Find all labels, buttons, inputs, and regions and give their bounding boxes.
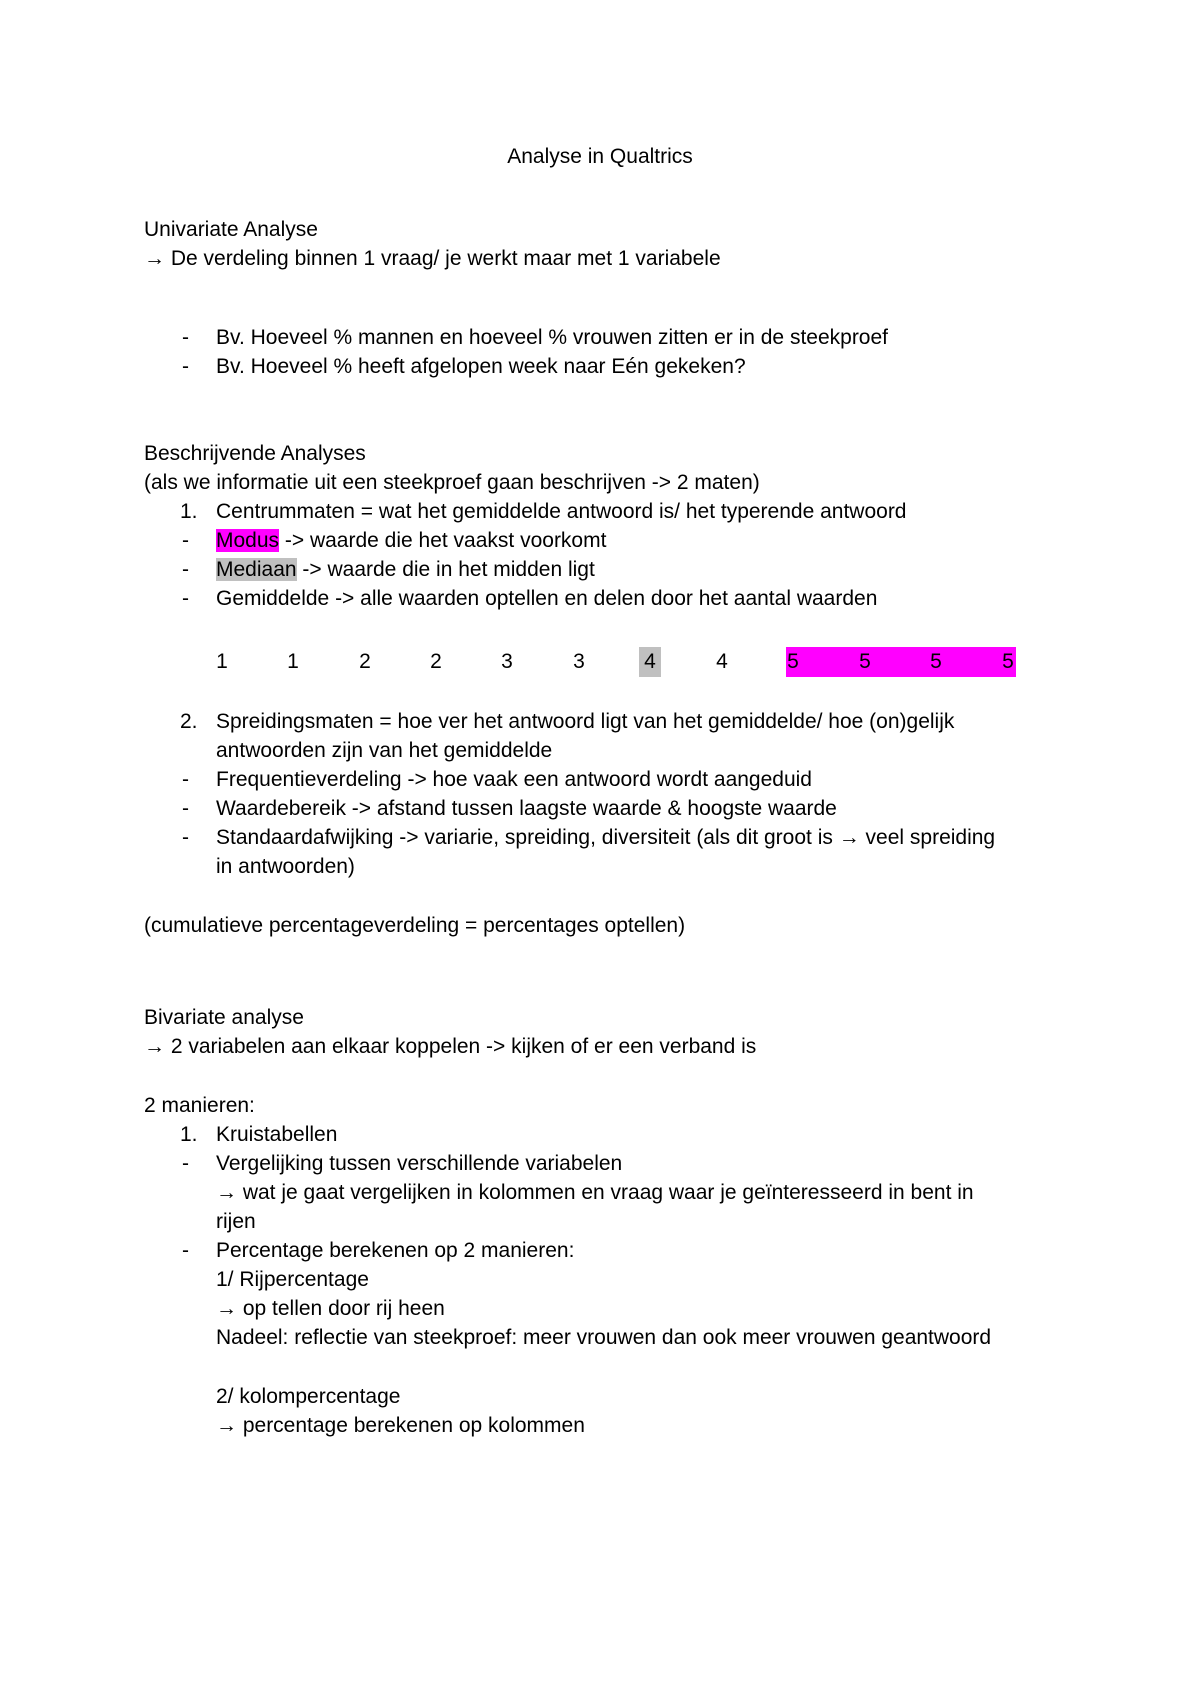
scale-value: 2 (359, 650, 371, 673)
document-title: Analyse in Qualtrics (507, 145, 693, 168)
bullet-dash: - (182, 587, 189, 610)
gemiddelde-line: Gemiddelde -> alle waarden optellen en delen door het aantal waarden (216, 587, 878, 610)
scale-value-modus: 5 (1002, 650, 1014, 673)
scale-value: 2 (430, 650, 442, 673)
spreidingsmaten-item: Spreidingsmaten = hoe ver het antwoord ligt van het gemiddelde/ hoe (on)gelijk (216, 710, 955, 733)
list-number: 1. (180, 500, 198, 523)
bullet-dash: - (182, 797, 189, 820)
standaardafwijking-line-cont: in antwoorden) (216, 855, 355, 878)
mediaan-term-highlight: Mediaan (216, 558, 297, 581)
frequentieverdeling-line: Frequentieverdeling -> hoe vaak een antwoord wordt aangeduid (216, 768, 812, 791)
comparison-sub-line-cont: rijen (216, 1210, 256, 1233)
mediaan-description: -> waarde die in het midden ligt (296, 558, 595, 581)
univariate-intro: → De verdeling binnen 1 vraag/ je werkt maar met 1 variabele (144, 247, 721, 270)
bivariate-heading: Bivariate analyse (144, 1006, 304, 1029)
list-number: 1. (180, 1123, 198, 1146)
bullet-dash: - (182, 558, 189, 581)
scale-value: 4 (716, 650, 728, 673)
mediaan-line (216, 555, 595, 584)
bullet-dash: - (182, 355, 189, 378)
modus-description: -> waarde die het vaakst voorkomt (279, 529, 607, 552)
column-percentage-heading: 2/ kolompercentage (216, 1385, 401, 1408)
example-value-scale (0, 647, 1200, 677)
descriptive-intro: (als we informatie uit een steekproef gaan beschrijven -> 2 maten) (144, 471, 760, 494)
scale-value-modus: 5 (859, 650, 871, 673)
kruistabellen-item: Kruistabellen (216, 1123, 338, 1146)
scale-value: 3 (501, 650, 513, 673)
bullet-dash: - (182, 768, 189, 791)
bullet-dash: - (182, 326, 189, 349)
scale-value: 3 (573, 650, 585, 673)
modus-term-highlight: Modus (216, 529, 280, 552)
percentage-line: Percentage berekenen op 2 manieren: (216, 1239, 575, 1262)
waardebereik-line: Waardebereik -> afstand tussen laagste waarde & hoogste waarde (216, 797, 837, 820)
modus-line (216, 526, 606, 555)
univariate-heading: Univariate Analyse (144, 218, 318, 241)
univariate-example: Bv. Hoeveel % mannen en hoeveel % vrouwen zitten er in de steekproef (216, 326, 888, 349)
column-percentage-sub: → percentage berekenen op kolommen (216, 1414, 585, 1437)
centrummaten-item: Centrummaten = wat het gemiddelde antwoord is/ het typerende antwoord (216, 500, 907, 523)
bullet-dash: - (182, 529, 189, 552)
scale-value-modus: 5 (787, 650, 799, 673)
standaardafwijking-line: Standaardafwijking -> variarie, spreiding, diversiteit (als dit groot is → veel spreiding (216, 826, 996, 849)
row-percentage-heading: 1/ Rijpercentage (216, 1268, 369, 1291)
modus-values-highlight (786, 647, 1016, 677)
bullet-dash: - (182, 1152, 189, 1175)
list-number: 2. (180, 710, 198, 733)
ways-label: 2 manieren: (144, 1094, 255, 1117)
comparison-line: Vergelijking tussen verschillende variabelen (216, 1152, 623, 1175)
bullet-dash: - (182, 826, 189, 849)
scale-value: 1 (216, 650, 228, 673)
bullet-dash: - (182, 1239, 189, 1262)
median-value-highlight: 4 (639, 647, 661, 677)
descriptive-heading: Beschrijvende Analyses (144, 442, 366, 465)
bivariate-intro: → 2 variabelen aan elkaar koppelen -> kijken of er een verband is (144, 1035, 757, 1058)
spreidingsmaten-item-cont: antwoorden zijn van het gemiddelde (216, 739, 553, 762)
scale-value-modus: 5 (930, 650, 942, 673)
cumulative-note: (cumulatieve percentageverdeling = percentages optellen) (144, 914, 686, 937)
row-percentage-note: Nadeel: reflectie van steekproef: meer vrouwen dan ook meer vrouwen geantwoord (216, 1326, 992, 1349)
univariate-example: Bv. Hoeveel % heeft afgelopen week naar Eén gekeken? (216, 355, 746, 378)
row-percentage-sub: → op tellen door rij heen (216, 1297, 445, 1320)
comparison-sub-line: → wat je gaat vergelijken in kolommen en vraag waar je geïnteresseerd in bent in (216, 1181, 974, 1204)
scale-value: 1 (287, 650, 299, 673)
